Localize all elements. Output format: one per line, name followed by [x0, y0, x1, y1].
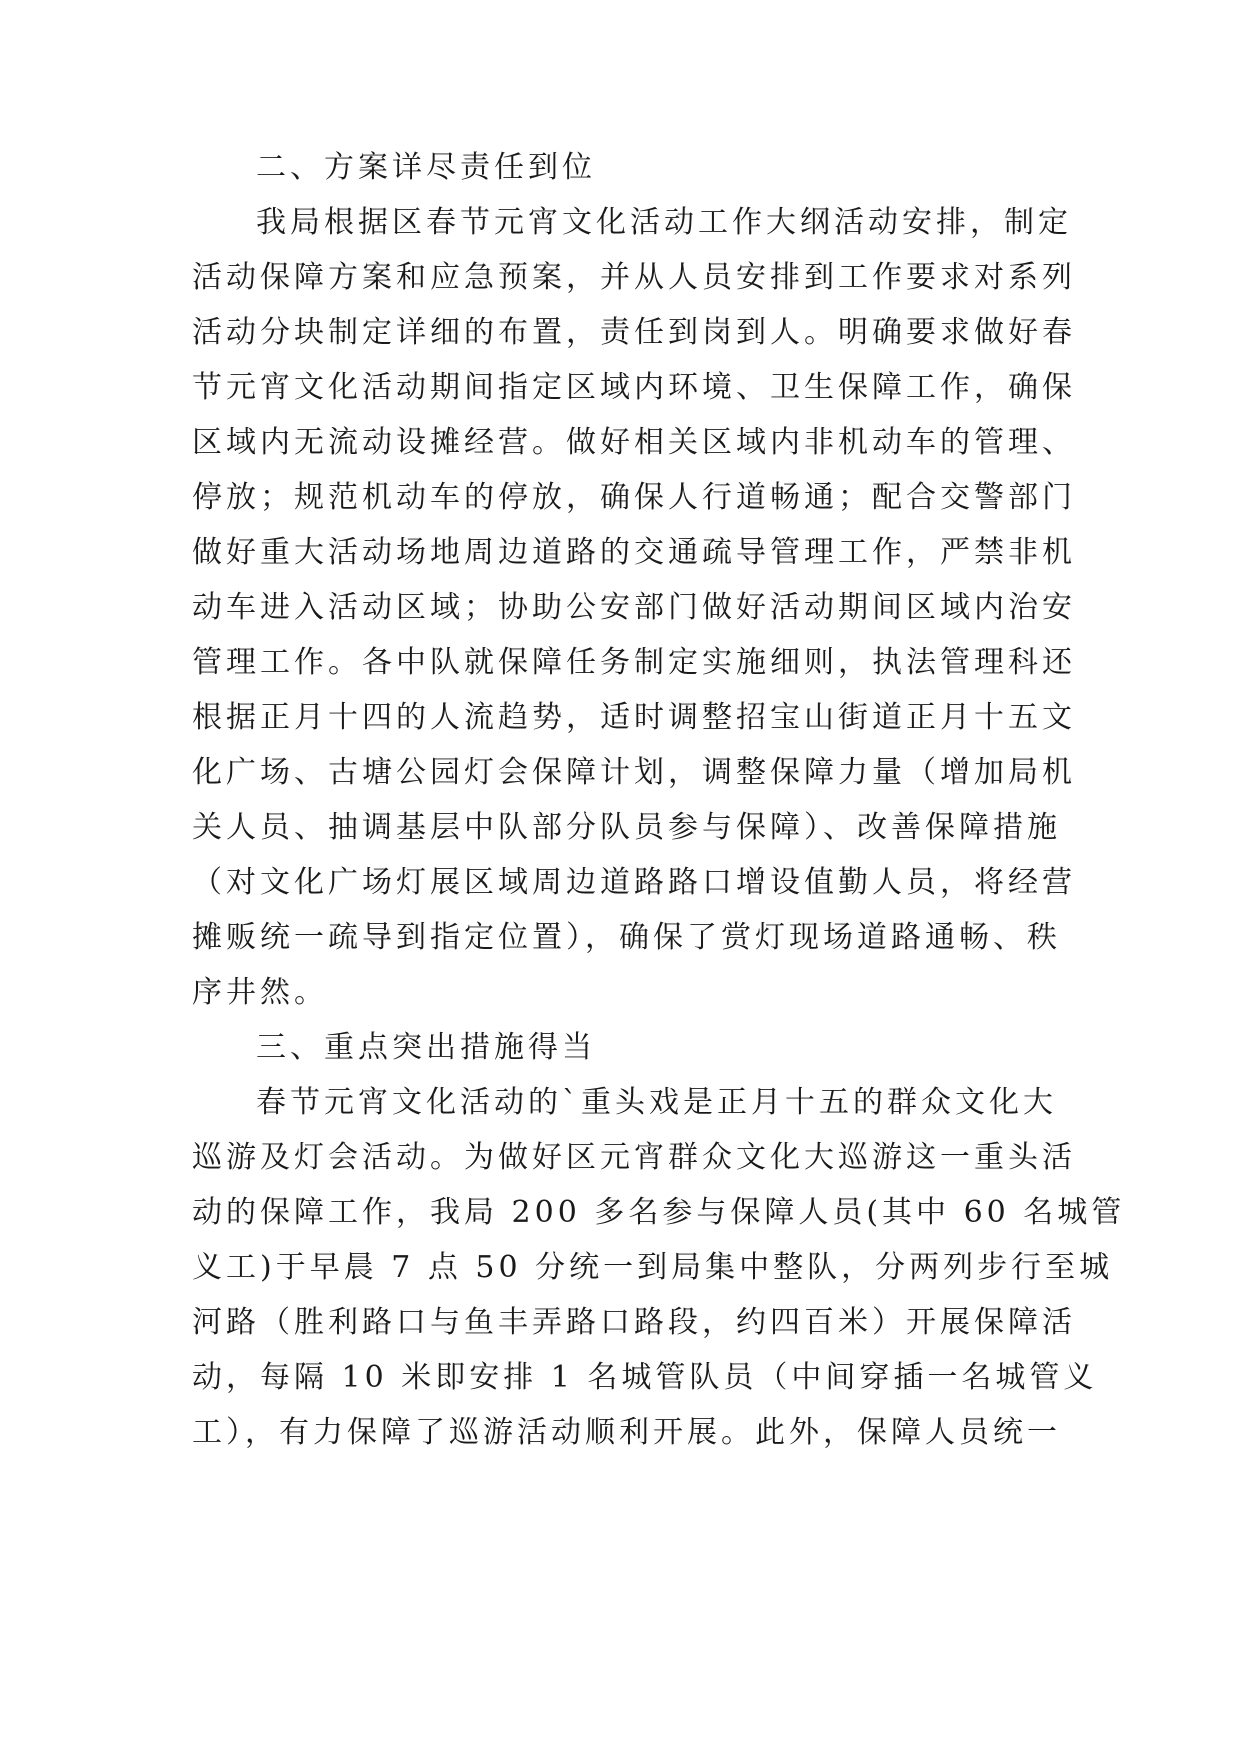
paragraph-line: 摊贩统一疏导到指定位置），确保了赏灯现场道路通畅、秩	[192, 920, 1061, 955]
paragraph-line: 序井然。	[192, 975, 328, 1010]
paragraph-line: 春节元宵文化活动的`重头戏是正月十五的群众文化大	[256, 1085, 1057, 1120]
paragraph-line: 节元宵文化活动期间指定区域内环境、卫生保障工作，确保	[192, 370, 1076, 405]
paragraph-line: 做好重大活动场地周边道路的交通疏导管理工作，严禁非机	[192, 535, 1076, 570]
paragraph-line: 动车进入活动区域；协助公安部门做好活动期间区域内治安	[192, 590, 1076, 625]
paragraph-line: （对文化广场灯展区域周边道路路口增设值勤人员，将经营	[192, 865, 1076, 900]
paragraph-line: 活动保障方案和应急预案，并从人员安排到工作要求对系列	[192, 260, 1076, 295]
paragraph-line: 工），有力保障了巡游活动顺利开展。此外，保障人员统一	[192, 1415, 1061, 1450]
paragraph-line: 巡游及灯会活动。为做好区元宵群众文化大巡游这一重头活	[192, 1140, 1076, 1175]
section-2	[192, 140, 1076, 1020]
paragraph-line: 动，每隔 10 米即安排 1 名城管队员（中间穿插一名城管义	[192, 1360, 1098, 1395]
paragraph-line: 河路（胜利路口与鱼丰弄路口路段，约四百米）开展保障活	[192, 1305, 1076, 1340]
paragraph-line: 我局根据区春节元宵文化活动工作大纲活动安排，制定	[256, 205, 1072, 240]
paragraph-line: 动的保障工作，我局 200 多名参与保障人员(其中 60 名城管	[192, 1195, 1126, 1230]
section-heading: 三、重点突出措施得当	[256, 1030, 596, 1065]
paragraph-line: 管理工作。各中队就保障任务制定实施细则，执法管理科还	[192, 645, 1076, 680]
paragraph-line: 区域内无流动设摊经营。做好相关区域内非机动车的管理、	[192, 425, 1076, 460]
paragraph-line: 关人员、抽调基层中队部分队员参与保障）、改善保障措施	[192, 810, 1061, 845]
paragraph-line: 停放；规范机动车的停放，确保人行道畅通；配合交警部门	[192, 480, 1076, 515]
section-heading: 二、方案详尽责任到位	[256, 150, 596, 185]
section-3	[192, 1020, 1126, 1460]
paragraph-line: 活动分块制定详细的布置，责任到岗到人。明确要求做好春	[192, 315, 1076, 350]
paragraph-line: 义工)于早晨 7 点 50 分统一到局集中整队，分两列步行至城	[192, 1250, 1114, 1285]
paragraph-line: 化广场、古塘公园灯会保障计划，调整保障力量（增加局机	[192, 755, 1076, 790]
paragraph-line: 根据正月十四的人流趋势，适时调整招宝山街道正月十五文	[192, 700, 1076, 735]
